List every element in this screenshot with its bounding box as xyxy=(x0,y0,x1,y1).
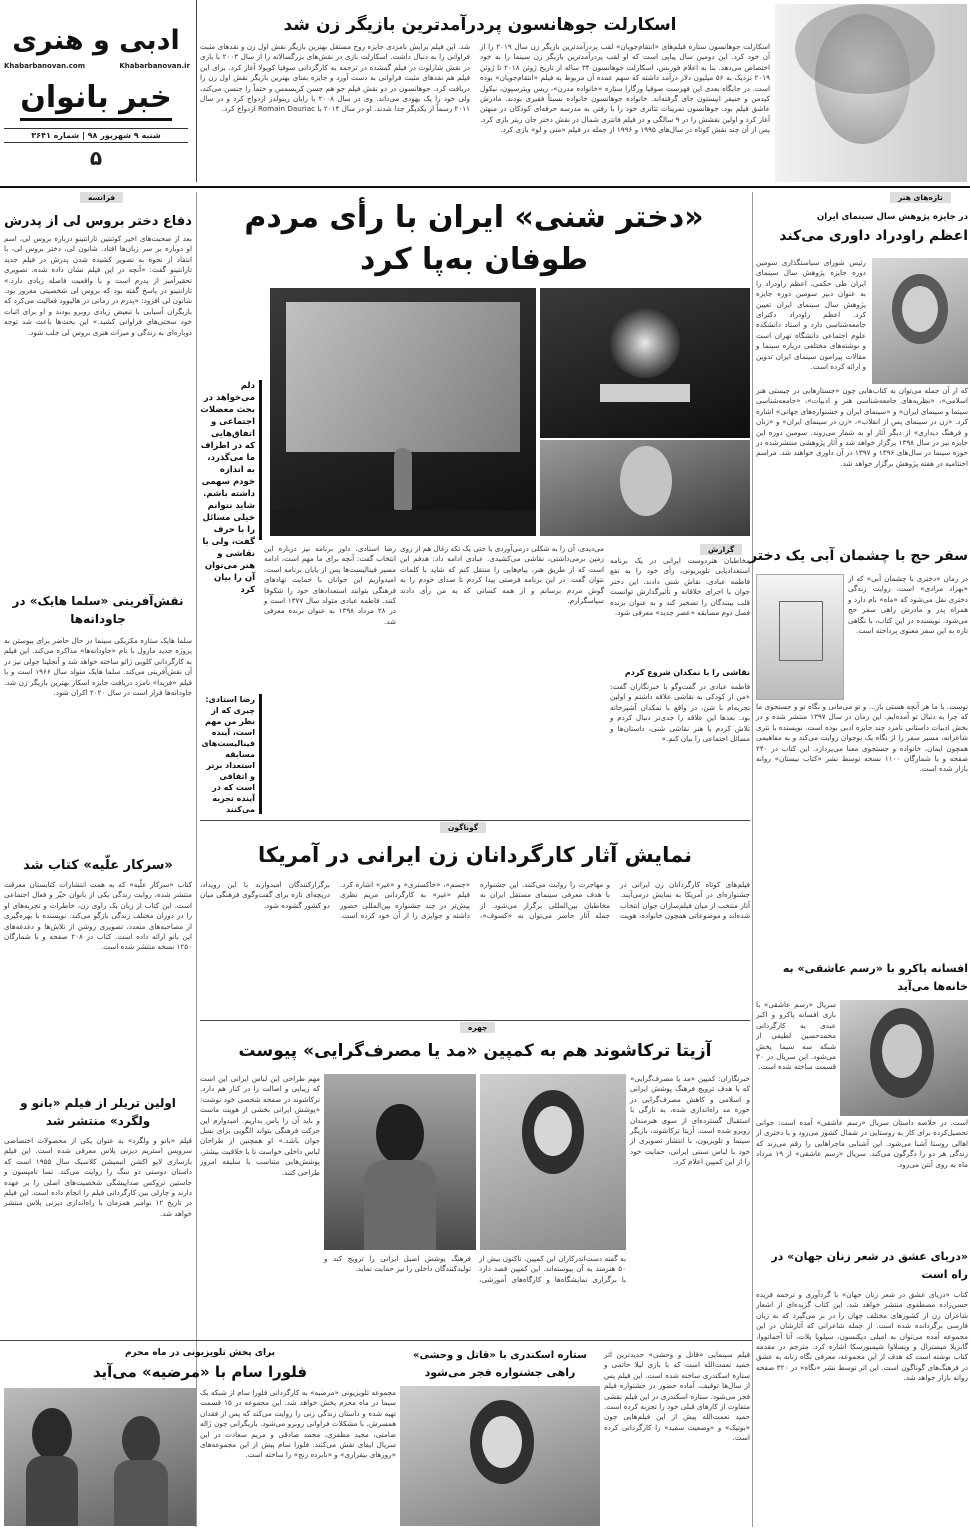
lead-body-b: فاطمه عبادی در گفت‌وگو با خبرنگاران گفت: «من از کودکی به نقاشی علاقه داشتم و اولین تجربه‌ام با شن، در واقع با نمکدان آشپزخانه بود. بعدها این علاقه را جدی‌تر دنبال کردم و تلاش کردم با هنر نقاشی شنی، داستان‌ها و مسائل اجتماعی را بیان کنم.» xyxy=(610,682,750,744)
story3-title: افسانه پاکرو با «رسم عاشقی» به خانه‌ها می‌آید xyxy=(782,962,968,993)
lead-body-c: می‌دیدی، آن را به شکلی درمی‌آوردی یا حتی یک تکه زغال هم از روی زمین برمی‌داشتی، نقاشی می‌کشیدی. عبادی ادامه داد: هدفم این است که از طریق هنر، پیام‌هایی را منتقل کنم که شاید با کلمات نتوان گفت. در این برنامه فرصتی پیدا کردم تا صدای خودم را به گوش مردم برسانم و از همه کسانی که به من رأی دادند سپاسگزارم. xyxy=(400,544,604,606)
site-url-right: Khabarbanovan.ir xyxy=(119,62,190,70)
left-story2-title: نقش‌آفرینی «سلما هایک» در جاودانه‌ها xyxy=(12,594,184,626)
masthead xyxy=(0,0,192,182)
stage-table xyxy=(600,384,690,402)
top-rule xyxy=(196,0,197,182)
left-story1-body: بعد از صحبت‌های اخیر کوئنتین تارانتینو درباره بروس لی، اسم او دوباره بر سر زبان‌ها افتاد. شانون لی، دختر بروس لی، با انتقاد از نحوه به تصویر کشیده شدن پدرش در فیلم جدید تارانتینو گفت: «آنچه در این فیلم نشان داده شده، تصویری تحقیرآمیز از پدرم است و با واقعیت فاصله زیادی دارد.» تارانتینو در پاسخ گفته بود که بروس لی شخصیتی مغرور بود. شانون لی افزود: «پدرم در زمانی در هالیوود فعالیت می‌کرد که بازیگران آسیایی با تبعیض زیادی روبرو بودند و او برای اثبات خود سختی‌های فراوانی کشید.» این بحث‌ها باعث شد توجه دوباره‌ای به زندگی و میراث هنری بروس لی جلب شود. xyxy=(4,234,192,337)
story3-body-b: است. در خلاصه داستان سریال «رسم عاشقی» آمده است: جوانی تحصیل‌کرده برای کار به روستایی در شمال کشور می‌رود و با دختری از اهالی روستا آشنا می‌شود. این آشنایی ماجراهایی را رقم می‌زند که زندگی هر دو را دگرگون می‌کند. سریال «رسم عاشقی» از ۱۹ مرداد ماه به روی آنتن می‌رود. xyxy=(756,1118,968,1169)
bottom1-body: فیلم سینمایی «قاتل و وحشی» جدیدترین اثر حمید نعمت‌الله است که با بازی لیلا حاتمی و ستاره اسکندری ساخته شده است. این فیلم پس از سال‌ها توقیف، آماده حضور در جشنواره فیلم فجر می‌شود. ستاره اسکندری در این فیلم نقشی متفاوت از کارهای قبلی خود را تجربه کرده است. حمید نعمت‌الله پیش از این فیلم‌هایی چون «بوتیک» و «وضعیت سفید» را کارگردانی کرده است. xyxy=(604,1350,750,1443)
portrait-face xyxy=(482,1416,522,1468)
left-story2-body: سلما هایک ستاره مکزیکی سینما در حال حاضر برای پیوستن به پروژه جدید مارول با نام «جاودانه‌ها» مذاکره می‌کند. این فیلم به کارگردانی کلویی ژائو ساخته خواهد شد و آنجلینا جولی نیز در آن نقش‌آفرینی می‌کند. سلما هایک متولد سال ۱۹۶۶ است و با فیلم «فریدا» نامزد دریافت جایزه اسکار بهترین بازیگر زن شد. جاودانه‌ها قرار است در سال ۲۰۲۰ اکران شود. xyxy=(4,636,193,698)
book-cover-photo xyxy=(756,574,844,700)
lead-subhead: نقاشی را با نمکدان شروع کردم xyxy=(624,668,750,677)
torkashvand-photo-2 xyxy=(324,1074,476,1250)
portrait-body xyxy=(364,1160,436,1250)
sand-art-stage-photo xyxy=(270,288,536,536)
face-body-b: مهم طراحی این لباس ایرانی این است که زیبایی و اصالت را در کنار هم دارد. ترکاشوند در صفحه شخصی خود نوشت: «پوشش ایرانی بخشی از هویت ماست و باید آن را پاس بداریم. امیدوارم این حرکت فرهنگی بتواند الگویی برای نسل جوان باشد.» او همچنین از طراحان لباس داخلی خواست تا با خلاقیت بیشتر، پوشش‌هایی متناسب با سلیقه امروز طراحی کنند. xyxy=(200,1074,320,1177)
ebadi-portrait-photo xyxy=(540,440,750,536)
page-number: ۵ xyxy=(89,146,103,170)
story1-title: اعظم راودراد داوری می‌کند xyxy=(779,228,968,244)
pakroo-photo xyxy=(840,1000,968,1116)
figure-left-head xyxy=(32,1408,72,1460)
bottom1-kicker: ستاره اسکندری با «قاتل و وحشی» xyxy=(413,1350,587,1361)
face-body-a: خبرنگاران: کمپین «مد یا مصرف‌گرایی» که با هدف ترویج فرهنگ پوشش ایرانی و اسلامی و کاهش مصرف‌گرایی در حوزه مد راه‌اندازی شده، به تازگی با استقبال گسترده‌ای از سوی هنرمندان روبرو شده است. آزیتا ترکاشوند، بازیگر سینما و تلویزیون، با انتشار تصویری از خود با لباس سنتی ایرانی، حمایت خود را از این کمپین اعلام کرد. xyxy=(630,1074,750,1167)
torkashvand-photo-1 xyxy=(480,1074,626,1250)
top-story-col1: اسکارلت جوهانسون ستاره فیلم‌های «انتقام‌جویان» لقب پردرآمدترین بازیگر زن سال ۲۰۱۹ را از آن خود کرد. این دومین سال پیاپی است که او لقب پردرآمدترین بازیگر زن سینما را به خود اختصاص می‌دهد. بنا به اعلام فوربس، اسکارلت جوهانسون ۳۴ ساله از تاریخ ژوئن ۲۰۱۸ تا ژوئن ۲۰۱۹ نزدیک به ۵۶ میلیون دلار درآمد داشته که سهم عمده آن مربوط به فیلم «انتقام‌جویان» بوده است. در جایگاه بعدی این فهرست صوفیا ورگارا ستاره «خانواده مدرن»، ریس ویترسپون، نیکول کیدمن و جنیفر انیستون جای گرفته‌اند. خانواده جوهانسون خانواده نسبتاً فقیری بودند. مادرش عاشق فیلم بود. جوهانسون تمرینات تئاتری خود را با رفتن به مدرسه حرفه‌ای کودکان در منهتن آغاز کرد و اولین نقشش را در ۹ سالگی و در فیلم فانتزی شمال در نقش دختر جان ریتر بازی کرد. پس از آن چند نقش کوتاه در سال‌های ۱۹۹۵ و ۱۹۹۶ از جمله در فیلم «منی و لو» بازی کرد. xyxy=(480,42,770,135)
lead-title-line1: «دختر شنی» ایران با رأی مردم xyxy=(244,200,704,235)
ravadrad-photo xyxy=(872,258,968,384)
portrait-head xyxy=(620,446,672,516)
middle-body: فیلم‌های کوتاه کارگردانان زن ایرانی در جشنواره‌ای در آمریکا به نمایش درمی‌آیند. آثار منتخب از میان فیلم‌سازان جوان انتخاب شده‌اند و موضوعاتی همچون خانواده، هویت و مهاجرت را روایت می‌کنند. این جشنواره با هدف معرفی سینمای مستقل ایران به مخاطبان بین‌المللی برگزار می‌شود. از جمله آثار حاضر می‌توان به «کسوف»، «جسم»، «خاکستری» و «غیر» اشاره کرد. فیلم «غیر» به کارگردانی مریم نظری پیش‌تر در چند جشنواره بین‌المللی حضور داشته و جوایزی را از آن خود کرده است. برگزارکنندگان امیدوارند با این رویداد، دریچه‌ای تازه برای گفت‌وگوی فرهنگی میان دو کشور گشوده شود. xyxy=(200,880,750,921)
story2-body-b: توست. با ما هر آنچه هستی باز... و تو می‌مانی و نگاه تو و جستجوی ما که چرا به دنبال تو آمده‌ایم. این رمان در سال ۱۳۹۷ منتشر شده و در بخش ادبیات داستانی نامزد چند جایزه ادبی بوده است. نویسنده با نثری شاعرانه، مسیر سفر را از نگاه یک نوجوان روایت می‌کند و به مفاهیمی همچون ایمان، خانواده و جستجوی معنا می‌پردازد. این کتاب در ۲۴۰ صفحه و با شمارگان ۱۱۰۰ نسخه توسط نشر «کتاب نیستان» روانه بازار شده است. xyxy=(756,702,968,774)
stage-floor xyxy=(270,510,536,536)
bottom2-body: مجموعه تلویزیونی «مرضیه» به کارگردانی فلورا سام از شبکه یک سیما در ماه محرم پخش خواهد شد. این مجموعه در ۱۵ قسمت تهیه شده و داستان زندگی زنی را روایت می‌کند که پس از فقدان همسرش، با مشکلات فراوانی روبرو می‌شود. بازیگرانی چون ژاله صامتی، مجید مظفری، محمد صادقی و مریم سعادت در این سریال ایفای نقش می‌کنند. فلورا سام پیش از این مجموعه‌های «روزهای بیقراری» و «نابرده رنج» را ساخته است. xyxy=(200,1388,396,1460)
story2-title: سفر حج با چشمان آبی یک دختر xyxy=(749,548,968,564)
lead-title-line2: طوفان به‌پا کرد xyxy=(360,242,588,277)
sand-drawing xyxy=(286,302,520,452)
portrait-face xyxy=(902,286,938,332)
face-tag: چهره xyxy=(460,1022,495,1033)
story4-body: کتاب «دریای عشق در شعر زنان جهان» با گردآوری و ترجمه فریده حسن‌زاده مصطفوی منتشر خواهد شد. این کتاب گزیده‌ای از اشعار شاعران زن از کشورهای مختلف جهان را در بر می‌گیرد که به زبان فارسی برگردانده شده است. از جمله شاعرانی که آثارشان در این مجموعه آمده می‌توان به امیلی دیکنسون، سیلویا پلات، آنا آخماتووا، گابریلا میسترال و ویسلاوا شیمبورسکا اشاره کرد. مترجم در مقدمه کتاب نوشته است که هدف از این مجموعه، معرفی نگاه زنانه به عشق در فرهنگ‌های گوناگون است. این اثر توسط نشر «نگاه» در ۳۲۰ صفحه روانه بازار خواهد شد. xyxy=(756,1290,968,1383)
middle-title: نمایش آثار کارگردانان زن ایرانی در آمریکا xyxy=(257,843,693,867)
section-title: ادبی و هنری xyxy=(12,25,180,56)
stage-figure xyxy=(394,448,412,510)
left-story4-body: فیلم «بانو و ولگرد» به عنوان یکی از محصولات اختصاصی سرویس استریم دیزنی پلاس معرفی شده است. این فیلم بازسازی لایو اکشن انیمیشن کلاسیک سال ۱۹۵۵ است که داستان دوستی دو سگ را روایت می‌کند. تسا تامپسون و جاستین ثروکس صداپیشگی شخصیت‌های اصلی را بر عهده دارند و چارلی بین کارگردانی فیلم را انجام داده است. این فیلم در تاریخ ۱۲ نوامبر همزمان با راه‌اندازی دیزنی پلاس منتشر خواهد شد. xyxy=(4,1136,193,1218)
middle-rule xyxy=(200,820,750,821)
story1-body-a: رئیس شورای سیاستگذاری سومین دوره جایزه پژوهش سال سینمای ایران طی حکمی، اعظم راودراد را به عنوان دبیر سومین دوره جایزه پژوهش سال سینمای ایران تعیین کرد. اعظم راودراد دکترای جامعه‌شناسی دارد و استاد دانشکده علوم اجتماعی دانشگاه تهران است و نوشته‌های مختلفی درباره سینما و مقالات پیرامون سینمای ایران تدوین و ارائه کرده است. xyxy=(756,258,866,372)
logo-underline xyxy=(20,118,172,121)
eskandari-photo xyxy=(400,1386,600,1526)
lead-quote-2: رضا استادی: چیزی که از نظر من مهم است، آینده فینالیست‌های مسابقه استعداد برتر و اتفاقی است که در آینده تجربه می‌کنند xyxy=(200,694,262,814)
figure-right-body xyxy=(114,1460,168,1526)
lead-tag: گزارش xyxy=(700,544,742,555)
stage-performance-photo xyxy=(540,288,750,438)
portrait-face xyxy=(534,1106,572,1156)
issue-line: شنبه ۹ شهریور ۹۸ | شماره ۳۶۴۱ xyxy=(4,128,188,143)
story1-kicker: در جایزه پژوهش سال سینمای ایران xyxy=(816,212,968,222)
sidebar-divider xyxy=(752,192,753,1527)
left-tag: فرانسه xyxy=(80,192,123,203)
face-body-c: به گفته دست‌اندرکاران این کمپین، تاکنون بیش از ۵۰ هنرمند به آن پیوسته‌اند. این کمپین قصد دارد با برگزاری نمایشگاه‌ها و کارگاه‌های آموزشی، فرهنگ پوشش اصیل ایرانی را ترویج کند و تولیدکنندگان داخلی را نیز حمایت نماید. xyxy=(324,1254,626,1284)
stage-light xyxy=(610,308,680,378)
bottom2-kicker: برای پخش تلویزیونی در ماه محرم xyxy=(124,1348,276,1358)
site-url-left: Khabarbanovan.com xyxy=(4,62,86,70)
figure-left-body xyxy=(26,1456,78,1526)
face-title: آزیتا ترکاشوند هم به کمپین «مد یا مصرف‌گرایی» پیوست xyxy=(238,1041,712,1061)
left-story3-title: «سرکار علّیه» کتاب شد xyxy=(23,858,173,873)
left-story3-body: کتاب «سرکار علّیه» که به همت انتشارات کتابستان معرفت منتشر شده، روایت زندگی یکی از بانوان خیّر و فعال اجتماعی است. این کتاب از زبان یک راوی زن، خاطرات و تجربه‌های او را در دوران مختلف زندگی بازگو می‌کند. نویسنده با بهره‌گیری از مصاحبه‌های متعدد، تصویری روشن از تلاش‌ها و دغدغه‌های این بانو ارائه داده است. کتاب در ۲۰۸ صفحه و با شمارگان ۱۲۵۰ نسخه منتشر شده است. xyxy=(4,880,192,952)
top-story-col2: شد. این فیلم برایش نامزدی جایزه روح مستقل بهترین بازیگر نقش اول زن و نقدهای مثبت فراوانی را به دنبال داشت. اسکارلت بازی در نقش‌های بزرگسالانه را از سال ۲۰۰۳ با بازی در نقش شارلوت در فیلم گمشده در ترجمه به کارگردانی سوفیا کوپولا آغاز کرد. برای این فیلم هم نقدهای مثبت فراوانی به دست آورد و جایزه بفتای بهترین بازیگر نقش اول زن را دریافت کرد. جوهانسون در دو نقش فیلم جو هم جسن کریسمس و حتماً را جنسن می‌کند، ولی خود را یک یهودی می‌داند. وی در سال ۲۰۰۸ با رایان رینولدز ازدواج کرد و در سال ۲۰۱۱ رسماً از یکدیگر جدا شدند. او در سال ۲۰۱۴ با Romain Dauriac ازدواج کرد. xyxy=(200,42,470,114)
portrait-hair xyxy=(795,4,935,94)
lead-body-a: مخاطبان هنردوست ایرانی در یک برنامه استعدادیابی تلویزیونی، رأی خود را به نفع فاطمه عبادی، نقاش شنی دادند. این دختر جوان با اجرای خلاقانه و تأثیرگذارش توانست قلب بینندگان را تسخیر کند و به عنوان برنده فصل دوم مسابقه «عصر جدید» معرفی شود. xyxy=(610,556,750,618)
logo xyxy=(20,76,172,124)
lead-body-d: رضا استادی، داور برنامه نیز درباره این انتخاب گفت: آنچه برای ما مهم است، ادامه مسیر فینالیست‌ها پس از پایان برنامه است. امیدواریم این جوانان با حمایت نهادهای فرهنگی بتوانند استعدادهای خود را شکوفا کنند. فاطمه عبادی متولد سال ۱۳۷۷ است و در ۲۸ مرداد ۱۳۹۸ به عنوان برنده معرفی شد. xyxy=(264,544,397,626)
logo-mark: خبر بانوان xyxy=(20,80,172,115)
left-divider xyxy=(196,192,197,1527)
left-story4-title: اولین تریلر از فیلم «بانو و ولگرد» منتشر شد xyxy=(20,1096,176,1128)
face-rule xyxy=(200,1020,750,1021)
book-title-mark xyxy=(779,601,823,661)
middle-tag: گوناگون xyxy=(440,822,486,833)
lead-quote-1: دلم می‌خواهد در بحث معضلات اجتماعی و اتفاق‌هایی که در اطراف ما می‌گذرد، به اندازه خودم سهمی داشته باشم. شاید نتوانم خیلی مسائل را با حرف گفت، ولی با نقاشی و هنر می‌توان آن را بیان کرد xyxy=(200,380,262,540)
left-story1-title: دفاع دختر بروس لی از پدرش xyxy=(4,214,192,229)
portrait-face xyxy=(882,1024,922,1078)
story4-title: «دریای عشق در شعر زنان جهان» در راه است xyxy=(771,1250,968,1281)
top-story-title: اسکارلت جوهانسون پردرآمدترین بازیگر زن شد xyxy=(283,15,677,35)
figure-right-head xyxy=(122,1416,160,1464)
story3-body-a: سریال «رسم عاشقی» با بازی افسانه پاکرو و اکبر عبدی به کارگردانی محمدحسین لطیفی از شبکه سه سیما پخش می‌شود. این سریال در ۳۰ قسمت ساخته شده است. xyxy=(756,1000,836,1072)
marzieh-photo xyxy=(4,1388,196,1526)
johansson-photo xyxy=(775,4,967,182)
story1-body-b: که از آن جمله می‌توان به کتاب‌هایی چون «جستارهایی در چیستی هنر اسلامی»، «نظریه‌های جامعه‌شناسی هنر و ادبیات»، «جامعه‌شناسی سینما و سینمای ایران» و «سینمای ایران و جشنواره‌های جهانی» اشاره کرد. «زن در سینمای پس از انقلاب»، «زن در سینمای ایران» و «زنان و فرهنگ دیداری» از دیگر آثار او به شمار می‌روند. سومین دوره این جایزه نیز در سال ۱۳۹۸ برگزار خواهد شد و آثار پژوهشی منتشرشده در حوزه سینما در سال‌های ۱۳۹۶ و ۱۳۹۷ در آن داوری خواهند شد. مراسم اختتامیه در هفته پژوهش برگزار خواهد شد. xyxy=(756,386,968,468)
sidebar-label: تازه‌های هنر xyxy=(890,192,951,203)
header-rule xyxy=(0,186,970,188)
portrait-head xyxy=(376,1104,424,1164)
bottom1-title: راهی جشنواره فجر می‌شود xyxy=(424,1366,576,1379)
story2-body-a: در رمان «دختری با چشمان آبی» که از «بهزاد مرادی» است، روایت زندگی دختری نقل می‌شود که «ماه» نام دارد و همراه پدر و مادرش راهی سفر حج می‌شود. نویسنده در این کتاب، با نگاهی تازه به این سفر معنوی پرداخته است. xyxy=(848,574,968,636)
bottom2-title: فلورا سام با «مرضیه» می‌آید xyxy=(92,1363,308,1381)
bottom-rule xyxy=(0,1340,752,1341)
